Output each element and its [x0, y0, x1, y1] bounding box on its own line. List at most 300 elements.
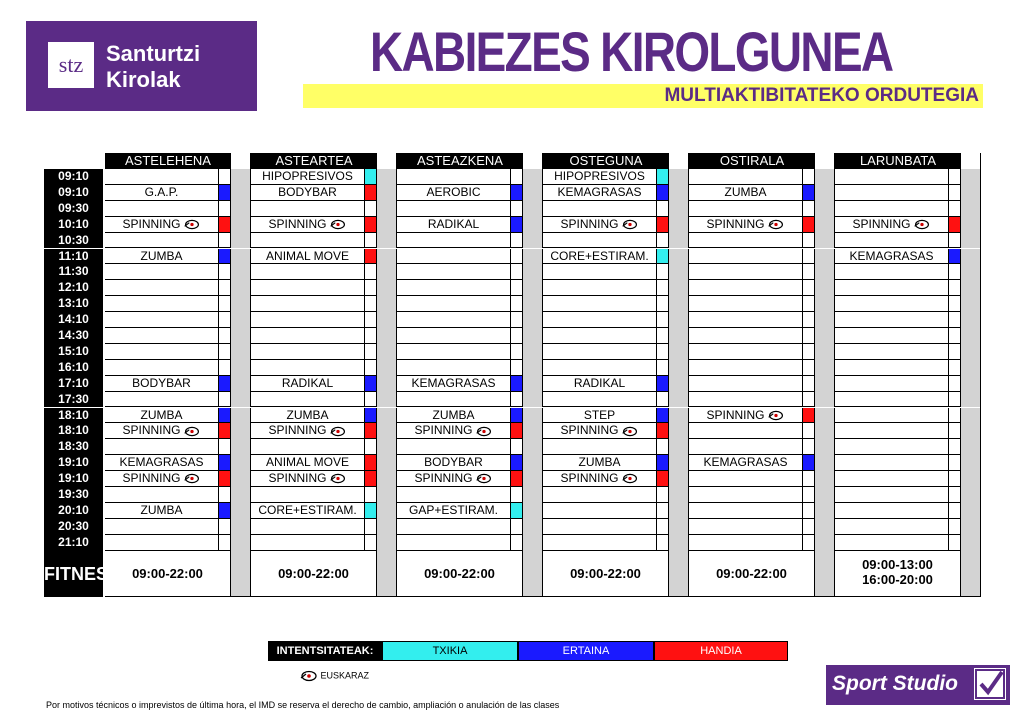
class-name: RADIKAL	[427, 216, 480, 231]
intensity-indicator	[803, 249, 815, 265]
time-slot: 18:10	[44, 408, 103, 424]
gray-column	[523, 360, 543, 376]
intensity-indicator	[803, 503, 815, 519]
empty-cell	[835, 169, 949, 185]
intensity-indicator	[219, 376, 231, 392]
euskaraz-icon	[183, 473, 201, 484]
gray-column-header	[231, 153, 251, 169]
fitness-hours-line: 09:00-22:00	[424, 565, 495, 581]
intensity-indicator	[949, 503, 961, 519]
class-name: ZUMBA	[286, 407, 329, 422]
day-header: OSTIRALA	[689, 153, 815, 169]
gray-column	[669, 392, 689, 408]
empty-cell	[105, 344, 219, 360]
empty-cell	[689, 519, 803, 535]
gray-column	[231, 233, 251, 249]
intensity-indicator	[949, 392, 961, 408]
time-slot: 09:10	[44, 169, 103, 185]
empty-cell	[397, 312, 511, 328]
class-name: SPINNING	[706, 407, 765, 422]
intensity-indicator	[511, 535, 523, 551]
day-header: LARUNBATA	[835, 153, 961, 169]
intensity-indicator	[365, 455, 377, 471]
gray-column	[669, 487, 689, 503]
gray-column	[961, 280, 981, 296]
intensity-indicator	[365, 201, 377, 217]
class-cell	[543, 455, 657, 471]
class-cell	[397, 217, 511, 233]
class-name: SPINNING	[268, 423, 327, 438]
class-name: ZUMBA	[140, 502, 183, 517]
intensity-indicator	[657, 519, 669, 535]
gray-column	[377, 408, 397, 424]
intensity-indicator	[657, 471, 669, 487]
class-cell	[105, 185, 219, 201]
empty-cell	[397, 344, 511, 360]
intensity-indicator	[803, 487, 815, 503]
gray-column	[815, 503, 835, 519]
gray-column	[961, 455, 981, 471]
class-name: BODYBAR	[278, 184, 337, 199]
gray-column	[377, 487, 397, 503]
euskaraz-icon	[475, 426, 493, 437]
intensity-indicator	[511, 280, 523, 296]
intensity-indicator	[803, 169, 815, 185]
class-name: KEMAGRASAS	[849, 248, 934, 263]
intensity-indicator	[657, 233, 669, 249]
time-slot: 16:10	[44, 360, 103, 376]
gray-column	[961, 535, 981, 551]
class-cell	[689, 408, 803, 424]
gray-column	[961, 296, 981, 312]
class-cell	[397, 408, 511, 424]
gray-column	[669, 471, 689, 487]
gray-column-header	[523, 153, 543, 169]
empty-cell	[251, 439, 365, 455]
fitness-hours	[543, 551, 669, 597]
empty-cell	[543, 312, 657, 328]
intensity-indicator	[365, 217, 377, 233]
intensity-indicator	[803, 344, 815, 360]
intensity-indicator	[365, 312, 377, 328]
intensity-indicator	[365, 233, 377, 249]
gray-column	[669, 535, 689, 551]
intensity-indicator	[949, 217, 961, 233]
empty-cell	[251, 312, 365, 328]
gray-column	[523, 408, 543, 424]
gray-column	[815, 185, 835, 201]
gray-column	[669, 408, 689, 424]
footnote: Por motivos técnicos o imprevistos de última hora, el IMD se reserva el derecho de cambio, ampliación o anulación de las clases	[46, 700, 560, 710]
empty-cell	[105, 264, 219, 280]
intensity-indicator	[803, 264, 815, 280]
legend-high: HANDIA	[654, 641, 788, 661]
gray-column	[961, 519, 981, 535]
empty-cell	[543, 535, 657, 551]
class-cell	[543, 249, 657, 265]
intensity-indicator	[511, 169, 523, 185]
empty-cell	[105, 233, 219, 249]
intensity-indicator	[657, 503, 669, 519]
gray-column	[669, 264, 689, 280]
gray-column	[961, 487, 981, 503]
santurtzi-kirolak-logo	[26, 21, 257, 111]
day-header: ASTEARTEA	[251, 153, 377, 169]
class-name: SPINNING	[122, 471, 181, 486]
class-name: STEP	[583, 407, 616, 422]
gray-column	[523, 455, 543, 471]
gray-column	[523, 519, 543, 535]
intensity-indicator	[365, 503, 377, 519]
class-cell	[689, 455, 803, 471]
intensity-indicator	[365, 264, 377, 280]
intensity-indicator	[219, 328, 231, 344]
fitness-hours-line: 09:00-22:00	[570, 565, 641, 581]
empty-cell	[397, 360, 511, 376]
class-cell	[251, 423, 365, 439]
intensity-indicator	[803, 296, 815, 312]
gray-column	[961, 249, 981, 265]
empty-cell	[251, 233, 365, 249]
empty-cell	[835, 201, 949, 217]
empty-cell	[105, 169, 219, 185]
empty-cell	[689, 264, 803, 280]
day-header: ASTEAZKENA	[397, 153, 523, 169]
gray-column	[815, 201, 835, 217]
intensity-indicator	[219, 535, 231, 551]
intensity-indicator	[657, 376, 669, 392]
intensity-indicator	[511, 233, 523, 249]
intensity-indicator	[949, 519, 961, 535]
gray-column	[669, 551, 689, 597]
intensity-indicator	[511, 264, 523, 280]
class-cell	[397, 185, 511, 201]
gray-column	[669, 296, 689, 312]
empty-cell	[397, 169, 511, 185]
intensity-indicator	[657, 296, 669, 312]
intensity-indicator	[949, 264, 961, 280]
empty-cell	[251, 519, 365, 535]
gray-column	[815, 249, 835, 265]
intensity-indicator	[803, 471, 815, 487]
intensity-indicator	[365, 280, 377, 296]
class-cell	[251, 503, 365, 519]
class-cell	[251, 185, 365, 201]
class-cell	[397, 423, 511, 439]
empty-cell	[689, 503, 803, 519]
euskaraz-icon	[621, 473, 639, 484]
intensity-indicator	[219, 185, 231, 201]
gray-column	[815, 217, 835, 233]
class-name: ZUMBA	[140, 407, 183, 422]
intensity-indicator	[219, 408, 231, 424]
gray-column	[961, 185, 981, 201]
intensity-indicator	[657, 328, 669, 344]
intensity-indicator	[219, 392, 231, 408]
gray-column	[961, 233, 981, 249]
class-name: SPINNING	[414, 471, 473, 486]
intensity-indicator	[803, 408, 815, 424]
gray-column	[815, 280, 835, 296]
class-name: CORE+ESTIRAM.	[258, 502, 357, 517]
intensity-indicator	[803, 392, 815, 408]
empty-cell	[251, 264, 365, 280]
gray-column	[231, 344, 251, 360]
empty-cell	[835, 185, 949, 201]
class-name: ZUMBA	[578, 455, 621, 470]
empty-cell	[397, 233, 511, 249]
subtitle-bar	[303, 84, 983, 108]
gray-column	[815, 487, 835, 503]
class-cell	[251, 169, 365, 185]
class-cell	[543, 185, 657, 201]
gray-column	[669, 423, 689, 439]
empty-cell	[835, 423, 949, 439]
gray-column	[231, 535, 251, 551]
empty-cell	[543, 487, 657, 503]
intensity-indicator	[949, 169, 961, 185]
gray-column	[231, 328, 251, 344]
class-name: BODYBAR	[132, 375, 191, 390]
intensity-indicator	[365, 408, 377, 424]
empty-cell	[689, 233, 803, 249]
empty-cell	[689, 439, 803, 455]
gray-column	[815, 551, 835, 597]
intensity-indicator	[949, 455, 961, 471]
empty-cell	[251, 328, 365, 344]
empty-cell	[105, 296, 219, 312]
intensity-indicator	[511, 296, 523, 312]
gray-column	[669, 185, 689, 201]
class-cell	[251, 217, 365, 233]
empty-cell	[689, 328, 803, 344]
intensity-indicator	[657, 535, 669, 551]
gray-column	[523, 328, 543, 344]
time-slot: 11:10	[44, 249, 103, 265]
intensity-indicator	[511, 344, 523, 360]
intensity-indicator	[949, 280, 961, 296]
fitness-label: FITNESS	[44, 551, 103, 597]
gray-column-header	[961, 153, 981, 169]
empty-cell	[105, 487, 219, 503]
class-cell	[251, 408, 365, 424]
logo-mark: stz	[48, 42, 94, 88]
fitness-hours	[251, 551, 377, 597]
intensity-indicator	[657, 344, 669, 360]
gray-column	[815, 439, 835, 455]
intensity-indicator	[365, 296, 377, 312]
empty-cell	[105, 519, 219, 535]
class-cell	[105, 423, 219, 439]
intensity-indicator	[657, 408, 669, 424]
class-cell	[689, 217, 803, 233]
intensity-indicator	[803, 217, 815, 233]
intensity-indicator	[219, 519, 231, 535]
intensity-indicator	[219, 217, 231, 233]
empty-cell	[835, 360, 949, 376]
gray-column-header	[815, 153, 835, 169]
gray-column	[377, 519, 397, 535]
gray-column	[669, 328, 689, 344]
empty-cell	[105, 328, 219, 344]
intensity-indicator	[803, 423, 815, 439]
gray-column	[523, 280, 543, 296]
gray-column	[523, 185, 543, 201]
gray-column	[961, 169, 981, 185]
gray-column	[377, 392, 397, 408]
empty-cell	[251, 201, 365, 217]
gray-column	[523, 535, 543, 551]
gray-column	[961, 551, 981, 597]
class-name: ZUMBA	[432, 407, 475, 422]
gray-column-header	[669, 153, 689, 169]
sport-studio-logo	[826, 665, 1010, 705]
gray-column	[377, 296, 397, 312]
empty-cell	[543, 360, 657, 376]
class-cell	[543, 169, 657, 185]
empty-cell	[251, 360, 365, 376]
intensity-indicator	[511, 439, 523, 455]
gray-column	[377, 185, 397, 201]
empty-cell	[835, 328, 949, 344]
empty-cell	[105, 201, 219, 217]
empty-cell	[835, 535, 949, 551]
gray-column	[377, 249, 397, 265]
intensity-indicator	[949, 296, 961, 312]
intensity-indicator	[657, 439, 669, 455]
empty-cell	[835, 280, 949, 296]
page-title: KABIEZES KIROLGUNEA	[370, 20, 893, 83]
intensity-indicator	[949, 249, 961, 265]
intensity-indicator	[219, 439, 231, 455]
gray-column	[961, 264, 981, 280]
intensity-indicator	[657, 312, 669, 328]
empty-cell	[689, 423, 803, 439]
intensity-indicator	[949, 535, 961, 551]
intensity-indicator	[803, 535, 815, 551]
gray-column	[377, 344, 397, 360]
gray-column	[523, 217, 543, 233]
intensity-indicator	[511, 455, 523, 471]
gray-column	[815, 169, 835, 185]
gray-column	[815, 519, 835, 535]
gray-column	[669, 217, 689, 233]
gray-column	[815, 233, 835, 249]
gray-column	[377, 280, 397, 296]
time-slot: 21:10	[44, 535, 103, 551]
intensity-indicator	[219, 471, 231, 487]
class-name: ANIMAL MOVE	[266, 248, 349, 263]
gray-column	[669, 360, 689, 376]
gray-column	[377, 217, 397, 233]
fitness-hours-line: 09:00-22:00	[278, 565, 349, 581]
empty-cell	[689, 487, 803, 503]
gray-column	[961, 439, 981, 455]
euskaraz-icon	[913, 219, 931, 230]
empty-cell	[397, 201, 511, 217]
gray-column	[961, 360, 981, 376]
class-name: ANIMAL MOVE	[266, 455, 349, 470]
empty-cell	[835, 392, 949, 408]
gray-column	[669, 233, 689, 249]
intensity-indicator	[511, 471, 523, 487]
gray-column	[669, 439, 689, 455]
gray-column	[231, 217, 251, 233]
class-cell	[543, 471, 657, 487]
class-name: G.A.P.	[144, 184, 179, 199]
intensity-indicator	[511, 360, 523, 376]
intensity-indicator	[657, 280, 669, 296]
gray-column	[815, 344, 835, 360]
gray-column	[523, 376, 543, 392]
euskaraz-icon	[329, 219, 347, 230]
gray-column	[377, 264, 397, 280]
gray-column	[231, 296, 251, 312]
gray-column	[815, 423, 835, 439]
time-slot: 14:10	[44, 312, 103, 328]
gray-column	[231, 551, 251, 597]
intensity-indicator	[657, 201, 669, 217]
intensity-indicator	[657, 487, 669, 503]
empty-cell	[105, 280, 219, 296]
gray-column	[815, 360, 835, 376]
intensity-indicator	[803, 233, 815, 249]
gray-column	[377, 201, 397, 217]
empty-cell	[397, 280, 511, 296]
euskaraz-icon	[621, 426, 639, 437]
gray-column	[669, 455, 689, 471]
gray-column	[669, 344, 689, 360]
empty-cell	[251, 296, 365, 312]
intensity-indicator	[511, 487, 523, 503]
intensity-indicator	[365, 535, 377, 551]
gray-column	[523, 296, 543, 312]
gray-column	[377, 312, 397, 328]
class-cell	[251, 471, 365, 487]
euskaraz-legend	[300, 670, 369, 682]
time-slot: 19:10	[44, 455, 103, 471]
gray-column	[961, 201, 981, 217]
gray-column	[523, 471, 543, 487]
intensity-indicator	[949, 233, 961, 249]
empty-cell	[543, 280, 657, 296]
empty-cell	[689, 249, 803, 265]
intensity-indicator	[365, 360, 377, 376]
gray-column	[231, 169, 251, 185]
checkmark-icon	[974, 668, 1006, 700]
intensity-indicator	[365, 249, 377, 265]
gray-column	[961, 471, 981, 487]
intensity-indicator	[949, 376, 961, 392]
time-slot: 17:30	[44, 392, 103, 408]
empty-cell	[397, 264, 511, 280]
intensity-indicator	[657, 423, 669, 439]
class-cell	[397, 455, 511, 471]
intensity-indicator	[365, 519, 377, 535]
gray-column	[231, 455, 251, 471]
logo-text	[106, 41, 200, 93]
class-cell	[251, 455, 365, 471]
gray-column	[523, 487, 543, 503]
class-cell	[543, 423, 657, 439]
class-name: KEMAGRASAS	[703, 455, 788, 470]
class-cell	[397, 376, 511, 392]
time-slot: 09:30	[44, 201, 103, 217]
gray-column	[523, 169, 543, 185]
intensity-indicator	[803, 519, 815, 535]
gray-column	[523, 344, 543, 360]
class-cell	[397, 503, 511, 519]
